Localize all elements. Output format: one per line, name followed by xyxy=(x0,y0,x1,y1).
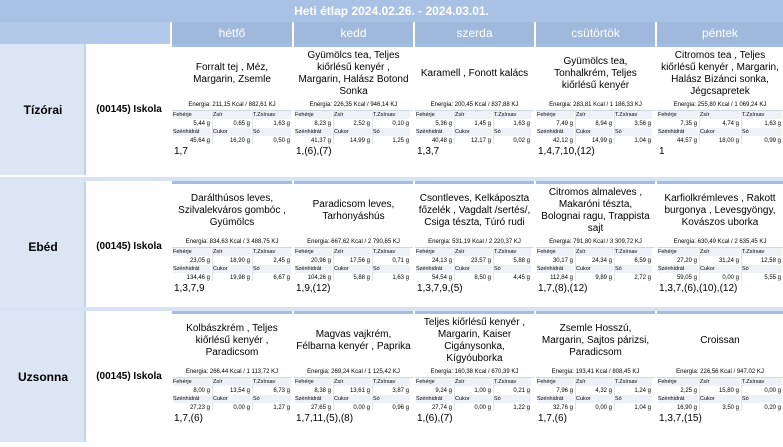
nutrient-label: Só xyxy=(373,128,410,136)
allergen-codes: 1,7,(6) xyxy=(538,413,567,424)
nutrient-label: T.Zsírsav xyxy=(373,378,410,386)
dish-name: Citromos almaleves , Makaróni tészta, Bolognai ragu, Trappista sajt xyxy=(541,187,650,234)
nutrient-value: 4,74 g xyxy=(722,121,739,127)
nutrient-value: 27,74 g xyxy=(431,405,452,411)
nutrient-label: Zsír xyxy=(455,111,492,119)
nutrient-label: Zsír xyxy=(455,378,492,386)
day-header-monday: hétfő xyxy=(172,22,292,44)
nutrient-value: 8,00 g xyxy=(193,388,210,394)
nutrient-value: 2,45 g xyxy=(273,258,290,264)
nutrient-label: Só xyxy=(742,265,782,273)
nutrient-label: Só xyxy=(253,265,291,273)
energy-value: Energia: 630,49 Kcal / 2 635,45 KJ xyxy=(657,237,783,248)
nutrient-label: Szénhidrát xyxy=(416,265,453,273)
nutrient-divider xyxy=(333,377,334,411)
nutrient-value: 14,99 g xyxy=(591,138,612,144)
nutrient-value: 32,76 g xyxy=(552,405,573,411)
nutrient-value: 40,48 g xyxy=(431,138,452,144)
school-name: (00145) Iskola xyxy=(88,181,170,312)
nutrient-divider xyxy=(372,377,373,411)
nutrient-divider xyxy=(454,377,455,411)
nutrient-divider xyxy=(493,110,494,144)
cell-accent-line xyxy=(172,44,292,47)
nutrient-divider xyxy=(699,247,700,281)
nutrient-value: 0,00 g xyxy=(474,405,491,411)
nutrient-value: 5,36 g xyxy=(435,121,452,127)
allergen-codes: 1,4,7,10,(12) xyxy=(538,146,595,157)
school-name: (00145) Iskola xyxy=(88,311,170,442)
day-header-wednesday: szerda xyxy=(415,22,534,44)
nutrient-label: T.Zsírsav xyxy=(615,248,652,256)
menu-cell[interactable] xyxy=(415,311,534,442)
nutrient-label: Fehérje xyxy=(295,111,332,119)
nutrient-label: Zsír xyxy=(213,248,251,256)
nutrient-label: T.Zsírsav xyxy=(742,111,782,119)
nutrient-label: Zsír xyxy=(576,248,613,256)
cell-accent-line xyxy=(172,311,292,314)
nutrient-divider xyxy=(252,110,253,144)
energy-value: Energia: 667,62 Kcal / 2 790,65 KJ xyxy=(294,237,413,248)
nutrient-value: 41,37 g xyxy=(310,138,331,144)
nutrient-value: 20,96 g xyxy=(310,258,331,264)
nutrient-label: Só xyxy=(742,395,782,403)
energy-value: Energia: 269,24 Kcal / 1 125,42 KJ xyxy=(294,367,413,378)
nutrient-value: 12,58 g xyxy=(760,258,781,264)
day-header-row xyxy=(0,22,783,44)
dish-name: Darálthúsos leves, Szilvalekváros gombóc , Gyümölcs xyxy=(178,193,286,228)
nutrient-value: 0,50 g xyxy=(273,138,290,144)
nutrient-value: 0,02 g xyxy=(513,138,530,144)
nutrient-label: Cukor xyxy=(334,265,371,273)
nutrient-label: Só xyxy=(742,128,782,136)
dish-name: Kolbászkrém , Teljes kiőrlésű kenyér , Paradicsom xyxy=(186,323,278,358)
nutrient-value: 30,17 g xyxy=(552,258,573,264)
nutrient-value: 8,94 g xyxy=(595,121,612,127)
menu-cell[interactable] xyxy=(172,44,292,175)
nutrient-divider xyxy=(493,377,494,411)
nutrient-label: Zsír xyxy=(700,248,740,256)
nutrient-value: 1,63 g xyxy=(273,121,290,127)
cell-accent-line xyxy=(536,311,655,314)
nutrient-label: Fehérje xyxy=(658,111,698,119)
allergen-codes: 1,3,7,(6),(10),(12) xyxy=(659,283,738,294)
nutrient-value: 3,50 g xyxy=(722,405,739,411)
nutrient-label: Fehérje xyxy=(173,248,211,256)
menu-cell[interactable] xyxy=(172,181,292,312)
nutrient-label: Fehérje xyxy=(416,111,453,119)
nutrient-label: Só xyxy=(253,128,291,136)
cell-accent-line xyxy=(415,181,534,184)
nutrient-value: 23,05 g xyxy=(189,258,210,264)
nutrient-label: Szénhidrát xyxy=(295,265,332,273)
nutrient-label: Fehérje xyxy=(537,378,574,386)
cell-accent-line xyxy=(294,181,413,184)
nutrient-label: Szénhidrát xyxy=(173,265,211,273)
nutrient-value: 8,38 g xyxy=(314,388,331,394)
nutrient-label: Zsír xyxy=(213,378,251,386)
dish-name: Csontleves, Kelkáposzta főzelék , Vagdalt /sertés/, Csiga tészta, Túró rudi xyxy=(418,193,531,228)
nutrient-divider xyxy=(575,247,576,281)
nutrient-value: 0,00 g xyxy=(595,405,612,411)
nutrient-divider xyxy=(741,110,742,144)
menu-cell[interactable] xyxy=(294,311,413,442)
nutrient-label: Cukor xyxy=(334,395,371,403)
nutrient-divider xyxy=(614,247,615,281)
dish-name: Citromos tea , Teljes kiőrlésű kenyér , Margarin, Halász Bizánci sonka, Jégcsapretek xyxy=(661,50,779,97)
nutrient-value: 44,57 g xyxy=(676,138,697,144)
cell-accent-line xyxy=(294,44,413,47)
nutrient-value: 6,59 g xyxy=(634,258,651,264)
nutrient-value: 1,63 g xyxy=(513,121,530,127)
school-name: (00145) Iskola xyxy=(88,44,170,175)
nutrient-value: 1,24 g xyxy=(634,388,651,394)
nutrient-label: Szénhidrát xyxy=(537,395,574,403)
nutrient-value: 3,87 g xyxy=(392,388,409,394)
nutrient-label: Só xyxy=(615,265,652,273)
nutrient-value: 1,22 g xyxy=(513,405,530,411)
nutrient-value: 1,04 g xyxy=(634,405,651,411)
allergen-codes: 1,3,7,(15) xyxy=(659,413,702,424)
dish-name: Gyümölcs tea, Tonhalkrém, Teljes kiőrlésű kenyér xyxy=(554,56,637,91)
nutrient-divider xyxy=(212,110,213,144)
menu-cell[interactable] xyxy=(536,44,655,175)
nutrient-value: 134,46 g xyxy=(186,275,210,281)
nutrient-label: Zsír xyxy=(334,378,371,386)
dish-name: Karfiolkrémleves , Rakott burgonya , Levesgyöngy, Kovászos uborka xyxy=(664,193,776,228)
nutrient-label: T.Zsírsav xyxy=(253,378,291,386)
allergen-codes: 1,3,7 xyxy=(417,146,440,157)
nutrient-value: 0,65 g xyxy=(233,121,250,127)
menu-cell[interactable] xyxy=(657,44,783,175)
nutrient-label: Cukor xyxy=(700,395,740,403)
nutrient-value: 1,00 g xyxy=(474,388,491,394)
cell-accent-line xyxy=(294,311,413,314)
energy-value: Energia: 211,15 Kcal / 882,61 KJ xyxy=(172,100,292,111)
nutrient-value: 104,26 g xyxy=(307,275,331,281)
energy-value: Energia: 255,80 Kcal / 1 069,24 KJ xyxy=(657,100,783,111)
allergen-codes: 1,3,7,9 xyxy=(174,283,205,294)
nutrient-label: Fehérje xyxy=(416,378,453,386)
nutrient-divider xyxy=(575,110,576,144)
energy-value: Energia: 226,35 Kcal / 946,14 KJ xyxy=(294,100,413,111)
nutrient-label: Zsír xyxy=(576,111,613,119)
nutrient-value: 18,00 g xyxy=(718,138,739,144)
nutrient-label: Szénhidrát xyxy=(295,395,332,403)
nutrient-divider xyxy=(493,247,494,281)
nutrient-label: T.Zsírsav xyxy=(253,248,291,256)
nutrient-value: 2,52 g xyxy=(353,121,370,127)
nutrient-label: Fehérje xyxy=(173,111,211,119)
nutrient-value: 0,00 g xyxy=(722,275,739,281)
dish-name: Magvas vajkrém, Félbarna kenyér , Paprika xyxy=(296,329,411,352)
allergen-codes: 1,7,(8),(12) xyxy=(538,283,588,294)
dish-name: Karamell , Fonott kalács xyxy=(420,68,529,79)
day-header-thursday: csütörtök xyxy=(536,22,655,44)
nutrient-value: 31,24 g xyxy=(718,258,739,264)
nutrient-label: Zsír xyxy=(334,111,371,119)
nutrient-label: T.Zsírsav xyxy=(615,111,652,119)
nutrient-label: Cukor xyxy=(455,395,492,403)
nutrient-value: 5,88 g xyxy=(513,258,530,264)
nutrient-label: Szénhidrát xyxy=(658,265,698,273)
nutrient-label: Fehérje xyxy=(537,248,574,256)
nutrient-value: 112,84 g xyxy=(550,275,573,281)
cell-accent-line xyxy=(172,181,292,184)
dish-name: Croissan xyxy=(700,335,740,346)
nutrient-value: 13,54 g xyxy=(229,388,250,394)
menu-cell[interactable] xyxy=(294,181,413,312)
nutrient-label: Zsír xyxy=(455,248,492,256)
allergen-codes: 1,7,(6) xyxy=(174,413,203,424)
energy-value: Energia: 193,41 Kcal / 808,45 KJ xyxy=(536,367,655,378)
nutrient-divider xyxy=(252,377,253,411)
nutrient-value: 54,54 g xyxy=(431,275,452,281)
energy-value: Energia: 160,38 Kcal / 670,39 KJ xyxy=(415,367,534,378)
dish-name: Paradicsom leves, Tarhonyáshús xyxy=(312,199,395,222)
nutrient-label: Só xyxy=(494,128,531,136)
menu-cell[interactable] xyxy=(294,44,413,175)
nutrient-value: 5,44 g xyxy=(193,121,210,127)
allergen-codes: 1,9,(12) xyxy=(296,283,331,294)
allergen-codes: 1 xyxy=(659,146,665,157)
energy-value: Energia: 834,63 Kcal / 3 488,75 KJ xyxy=(172,237,292,248)
nutrient-label: Só xyxy=(373,395,410,403)
nutrient-value: 27,20 g xyxy=(676,258,697,264)
nutrient-label: Cukor xyxy=(334,128,371,136)
nutrient-value: 2,72 g xyxy=(634,275,651,281)
allergen-codes: 1,3,7,9,(5) xyxy=(417,283,463,294)
energy-value: Energia: 200,45 Kcal / 837,88 KJ xyxy=(415,100,534,111)
nutrient-label: Fehérje xyxy=(537,111,574,119)
nutrient-label: Szénhidrát xyxy=(537,265,574,273)
nutrient-label: Cukor xyxy=(213,265,251,273)
dish-name: Teljes kiőrlésű kenyér , Margarin, Kaiser Cigánysonka, Kígyóuborka xyxy=(423,317,526,364)
nutrient-value: 5,88 g xyxy=(353,275,370,281)
nutrient-label: Fehérje xyxy=(658,248,698,256)
allergen-codes: 1,7,11,(5),(8) xyxy=(296,413,354,424)
menu-cell[interactable] xyxy=(536,181,655,312)
menu-cell[interactable] xyxy=(536,311,655,442)
nutrient-value: 27,65 g xyxy=(310,405,331,411)
nutrient-label: Fehérje xyxy=(295,378,332,386)
nutrient-divider xyxy=(454,247,455,281)
nutrient-label: Fehérje xyxy=(658,378,698,386)
nutrient-value: 42,12 g xyxy=(552,138,573,144)
nutrient-label: Cukor xyxy=(213,395,251,403)
nutrient-value: 23,57 g xyxy=(470,258,491,264)
menu-cell[interactable] xyxy=(415,181,534,312)
nutrient-value: 24,34 g xyxy=(591,258,612,264)
nutrient-divider xyxy=(741,247,742,281)
meal-label: Ebéd xyxy=(0,181,86,312)
nutrient-label: Cukor xyxy=(700,128,740,136)
nutrient-label: Cukor xyxy=(455,265,492,273)
cell-accent-line xyxy=(657,181,783,184)
nutrient-value: 5,55 g xyxy=(764,275,781,281)
cell-accent-line xyxy=(415,311,534,314)
dish-name: Zsemle Hosszú, Margarin, Sajtos párizsi, Paradicsom xyxy=(541,323,650,358)
nutrient-value: 9,24 g xyxy=(435,388,452,394)
nutrient-label: T.Zsírsav xyxy=(742,248,782,256)
nutrient-value: 4,45 g xyxy=(513,275,530,281)
nutrient-value: 0,00 g xyxy=(353,405,370,411)
nutrient-value: 1,27 g xyxy=(273,405,290,411)
nutrient-value: 8,50 g xyxy=(474,275,491,281)
nutrient-value: 6,67 g xyxy=(273,275,290,281)
nutrient-divider xyxy=(454,110,455,144)
menu-cell[interactable] xyxy=(657,311,783,442)
nutrient-value: 0,99 g xyxy=(764,138,781,144)
nutrient-label: Zsír xyxy=(576,378,613,386)
nutrient-label: Szénhidrát xyxy=(295,128,332,136)
nutrient-value: 17,56 g xyxy=(349,258,370,264)
nutrient-value: 7,35 g xyxy=(680,121,697,127)
nutrient-label: Szénhidrát xyxy=(173,128,211,136)
nutrient-label: Zsír xyxy=(334,248,371,256)
dish-name: Gyümölcs tea, Teljes kiőrlésű kenyér , Margarin, Halász Botond Sonka xyxy=(298,50,409,97)
nutrient-divider xyxy=(333,247,334,281)
nutrient-label: T.Zsírsav xyxy=(494,248,531,256)
nutrient-divider xyxy=(699,110,700,144)
nutrient-value: 1,45 g xyxy=(474,121,491,127)
energy-value: Energia: 531,19 Kcal / 2 220,37 KJ xyxy=(415,237,534,248)
nutrient-label: Só xyxy=(615,395,652,403)
nutrient-value: 12,17 g xyxy=(470,138,491,144)
nutrient-value: 14,99 g xyxy=(349,138,370,144)
nutrient-label: T.Zsírsav xyxy=(373,111,410,119)
energy-value: Energia: 266,44 Kcal / 1 113,72 KJ xyxy=(172,367,292,378)
nutrient-value: 7,49 g xyxy=(556,121,573,127)
nutrient-label: T.Zsírsav xyxy=(253,111,291,119)
nutrient-value: 19,98 g xyxy=(229,275,250,281)
nutrient-label: T.Zsírsav xyxy=(742,378,782,386)
nutrient-value: 13,61 g xyxy=(349,388,370,394)
nutrient-value: 0,71 g xyxy=(392,258,409,264)
nutrient-label: Cukor xyxy=(700,265,740,273)
nutrient-label: Fehérje xyxy=(173,378,211,386)
nutrient-divider xyxy=(741,377,742,411)
nutrient-value: 2,25 g xyxy=(680,388,697,394)
menu-cell[interactable] xyxy=(657,181,783,312)
nutrient-value: 45,64 g xyxy=(189,138,210,144)
nutrient-value: 16,90 g xyxy=(676,405,697,411)
nutrient-divider xyxy=(212,247,213,281)
nutrient-label: Zsír xyxy=(213,111,251,119)
nutrient-label: Só xyxy=(615,128,652,136)
header-blank xyxy=(0,22,170,44)
nutrient-divider xyxy=(575,377,576,411)
nutrient-label: Cukor xyxy=(576,128,613,136)
nutrient-value: 1,63 g xyxy=(764,121,781,127)
day-header-tuesday: kedd xyxy=(294,22,413,44)
nutrient-value: 0,00 g xyxy=(233,405,250,411)
nutrient-divider xyxy=(614,110,615,144)
allergen-codes: 1,(6),(7) xyxy=(296,146,332,157)
day-header-friday: péntek xyxy=(657,22,783,44)
nutrient-value: 9,89 g xyxy=(595,275,612,281)
allergen-codes: 1,7 xyxy=(174,146,188,157)
nutrient-divider xyxy=(212,377,213,411)
nutrient-label: Zsír xyxy=(700,111,740,119)
nutrient-value: 4,32 g xyxy=(595,388,612,394)
nutrient-label: T.Zsírsav xyxy=(494,111,531,119)
menu-cell[interactable] xyxy=(172,311,292,442)
nutrient-value: 1,25 g xyxy=(392,138,409,144)
nutrient-value: 0,20 g xyxy=(764,405,781,411)
nutrient-value: 7,96 g xyxy=(556,388,573,394)
cell-accent-line xyxy=(415,44,534,47)
nutrient-label: Szénhidrát xyxy=(658,128,698,136)
cell-accent-line xyxy=(536,44,655,47)
nutrient-divider xyxy=(252,247,253,281)
allergen-codes: 1,(6),(7) xyxy=(417,413,453,424)
nutrient-value: 16,20 g xyxy=(229,138,250,144)
nutrient-label: Cukor xyxy=(455,128,492,136)
meal-label: Uzsonna xyxy=(0,311,86,442)
nutrient-label: T.Zsírsav xyxy=(373,248,410,256)
nutrient-divider xyxy=(333,110,334,144)
nutrient-value: 59,05 g xyxy=(676,275,697,281)
energy-value: Energia: 226,56 Kcal / 947,02 KJ xyxy=(657,367,783,378)
nutrient-divider xyxy=(372,247,373,281)
nutrient-label: T.Zsírsav xyxy=(494,378,531,386)
nutrient-value: 0,10 g xyxy=(392,121,409,127)
dish-name: Forralt tej , Méz, Margarin, Zsemle xyxy=(193,62,271,85)
nutrient-value: 3,56 g xyxy=(634,121,651,127)
nutrient-label: Só xyxy=(494,265,531,273)
nutrient-value: 0,00 g xyxy=(764,388,781,394)
nutrient-label: Fehérje xyxy=(416,248,453,256)
nutrient-label: Szénhidrát xyxy=(416,395,453,403)
cell-accent-line xyxy=(536,181,655,184)
nutrient-label: Szénhidrát xyxy=(658,395,698,403)
cell-accent-line xyxy=(657,44,783,47)
page-title: Heti étlap 2024.02.26. - 2024.03.01. xyxy=(0,0,783,22)
nutrient-value: 0,21 g xyxy=(513,388,530,394)
nutrient-divider xyxy=(699,377,700,411)
nutrient-label: Cukor xyxy=(576,395,613,403)
nutrient-value: 15,80 g xyxy=(718,388,739,394)
energy-value: Energia: 283,81 Kcal / 1 186,33 KJ xyxy=(536,100,655,111)
nutrient-label: Szénhidrát xyxy=(537,128,574,136)
nutrient-label: Cukor xyxy=(213,128,251,136)
nutrient-label: Zsír xyxy=(700,378,740,386)
nutrient-value: 24,13 g xyxy=(431,258,452,264)
nutrient-value: 27,23 g xyxy=(189,405,210,411)
nutrient-label: Só xyxy=(494,395,531,403)
energy-value: Energia: 791,80 Kcal / 3 309,72 KJ xyxy=(536,237,655,248)
nutrient-value: 18,90 g xyxy=(229,258,250,264)
nutrient-divider xyxy=(372,110,373,144)
nutrient-label: Szénhidrát xyxy=(173,395,211,403)
nutrient-value: 1,04 g xyxy=(634,138,651,144)
nutrient-value: 8,23 g xyxy=(314,121,331,127)
nutrient-label: Fehérje xyxy=(295,248,332,256)
nutrient-label: Szénhidrát xyxy=(416,128,453,136)
menu-cell[interactable] xyxy=(415,44,534,175)
nutrient-label: Só xyxy=(373,265,410,273)
meal-label: Tízórai xyxy=(0,44,86,175)
nutrient-label: T.Zsírsav xyxy=(615,378,652,386)
nutrient-label: Só xyxy=(253,395,291,403)
nutrient-value: 0,96 g xyxy=(392,405,409,411)
nutrient-value: 6,73 g xyxy=(273,388,290,394)
cell-accent-line xyxy=(657,311,783,314)
nutrient-value: 1,63 g xyxy=(392,275,409,281)
nutrient-label: Cukor xyxy=(576,265,613,273)
nutrient-divider xyxy=(614,377,615,411)
